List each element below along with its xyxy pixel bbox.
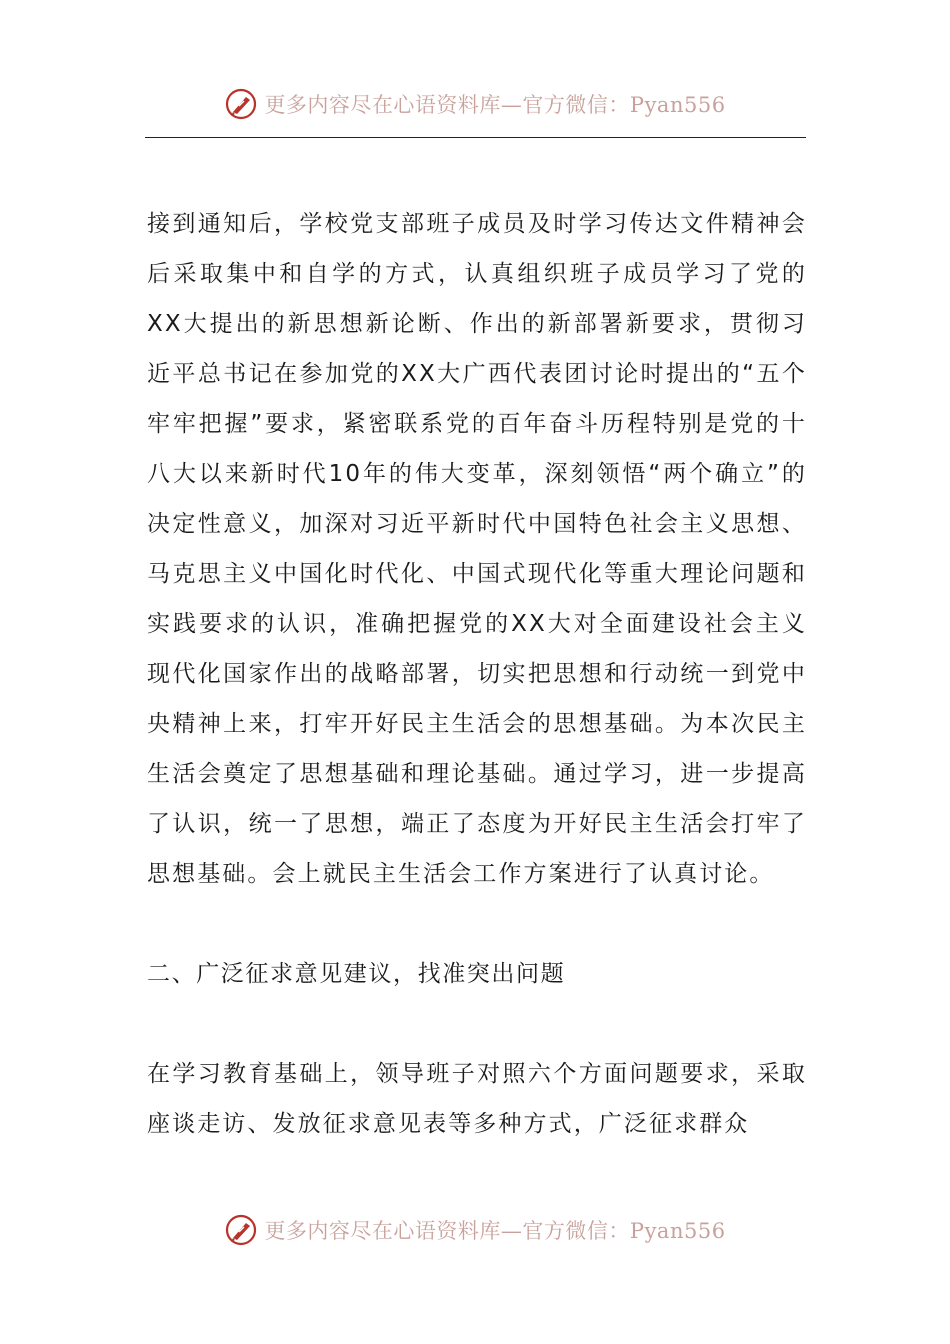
- paragraph-spacer: [147, 999, 807, 1049]
- header-divider: [145, 137, 806, 138]
- document-body: [147, 199, 807, 1149]
- header-banner: [0, 84, 950, 124]
- footer-banner: [0, 1210, 950, 1250]
- fountain-pen-logo-icon: [224, 1213, 258, 1247]
- paragraph-spacer: [147, 899, 807, 949]
- section-heading: 二、广泛征求意见建议，找准突出问题: [147, 961, 566, 987]
- footer-banner-text: 更多内容尽在心语资料库—官方微信：Pyan556: [264, 1219, 726, 1243]
- fountain-pen-logo-icon: [224, 87, 258, 121]
- header-banner-text: 更多内容尽在心语资料库—官方微信：Pyan556: [264, 93, 726, 117]
- body-paragraph: 在学习教育基础上，领导班子对照六个方面问题要求，采取座谈走访、发放征求意见表等多种方式，广泛征求群众: [147, 1061, 807, 1137]
- body-paragraph: 接到通知后，学校党支部班子成员及时学习传达文件精神会后采取集中和自学的方式，认真组织班子成员学习了党的XX大提出的新思想新论断、作出的新部署新要求，贯彻习近平总书记在参加党的XX大广西代表团讨论时提出的“五个牢牢把握”要求，紧密联系党的百年奋斗历程特别是党的十八大以来新时代10年的伟大变革，深刻领悟“两个确立”的决定性意义，加深对习近平新时代中国特色社会主义思想、马克思主义中国化时代化、中国式现代化等重大理论问题和实践要求的认识，准确把握党的XX大对全面建设社会主义现代化国家作出的战略部署，切实把思想和行动统一到党中央精神上来，打牢开好民主生活会的思想基础。为本次民主生活会奠定了思想基础和理论基础。通过学习，进一步提高了认识，统一了思想，端正了态度为开好民主生活会打牢了思想基础。会上就民主生活会工作方案进行了认真讨论。: [147, 211, 807, 887]
